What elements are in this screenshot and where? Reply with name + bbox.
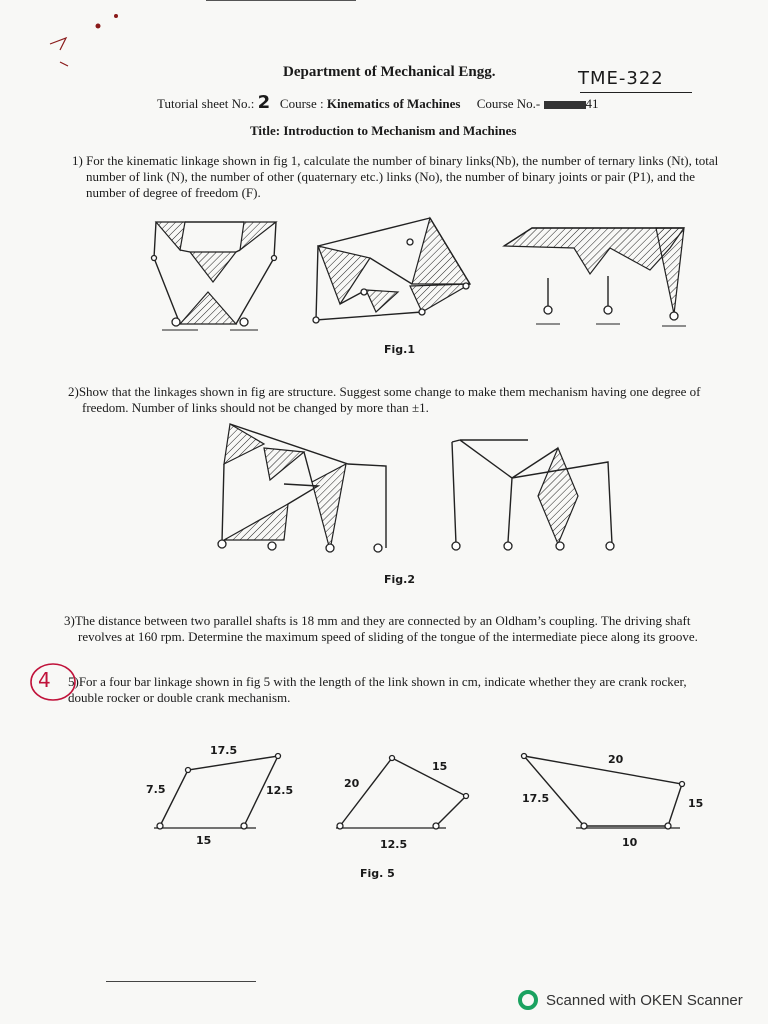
hand-underline	[580, 92, 692, 93]
course-name: Kinematics of Machines	[326, 96, 461, 111]
question-2: 2)Show that the linkages shown in fig are structure. Suggest some change to make them mechanism having one degree of freedom. Number of links should not be changed by more than ±1.	[68, 384, 701, 415]
stray-marks	[40, 10, 130, 80]
fig5c-right: 15	[688, 797, 704, 810]
fig5a-left: 7.5	[146, 783, 166, 796]
course-no-suffix: 41	[585, 96, 599, 111]
fig5b-bottom: 12.5	[380, 838, 408, 851]
question-1: 1) For the kinematic linkage shown in fig 1, calculate the number of binary links(Nb), the number of ternary links (Nt), total number of link (N), the number of other (quaternary etc.) links (No), the number of binary joints or pair (P1), and the number of degree of freedom (F).	[72, 153, 719, 200]
course-code-handwritten: TME-322	[578, 68, 664, 89]
fig5b-right: 15	[432, 760, 448, 773]
question-5-mark: 4	[38, 668, 51, 692]
fig5c-bottom: 10	[622, 836, 638, 849]
tutorial-label: Tutorial sheet No.:	[157, 96, 255, 111]
fig5a-right: 12.5	[266, 784, 294, 797]
tutorial-number: 2	[257, 92, 271, 113]
fig5a-top: 17.5	[210, 744, 238, 757]
scanner-badge	[518, 990, 743, 1010]
title-label: Title:	[250, 123, 281, 138]
top-rule	[206, 0, 356, 1]
figure-1	[140, 208, 700, 342]
question-5: 5)For a four bar linkage shown in fig 5 with the length of the link shown in cm, indicate whether they are crank rocker, double rocker or double crank mechanism.	[68, 674, 687, 705]
sheet-title: Introduction to Mechanism and Machines	[283, 123, 517, 138]
scanner-text: Scanned with OKEN Scanner	[546, 991, 743, 1009]
fig1-caption: Fig.1	[384, 343, 415, 356]
bottom-rule	[106, 981, 256, 982]
fig5c-top: 20	[608, 753, 624, 766]
tutorial-row	[157, 92, 599, 113]
fig5b-left: 20	[344, 777, 360, 790]
oken-logo-icon	[518, 990, 538, 1010]
fig5a-bottom: 15	[196, 834, 212, 847]
figure-2	[208, 416, 638, 564]
fig5-caption: Fig. 5	[360, 867, 395, 880]
fig2-caption: Fig.2	[384, 573, 415, 586]
question-3: 3)The distance between two parallel shafts is 18 mm and they are connected by an Oldham’s coupling. The driving shaft revolves at 160 rpm. Determine the maximum speed of sliding of the tongue of the intermediate piece along its groove.	[64, 613, 698, 644]
course-label: Course :	[279, 96, 324, 111]
course-no-label: Course No.-	[476, 96, 541, 111]
fig5c-left: 17.5	[522, 792, 550, 805]
course-no-struck	[544, 101, 586, 109]
department-heading: Department of Mechanical Engg.	[283, 64, 496, 80]
title-row	[250, 123, 516, 139]
